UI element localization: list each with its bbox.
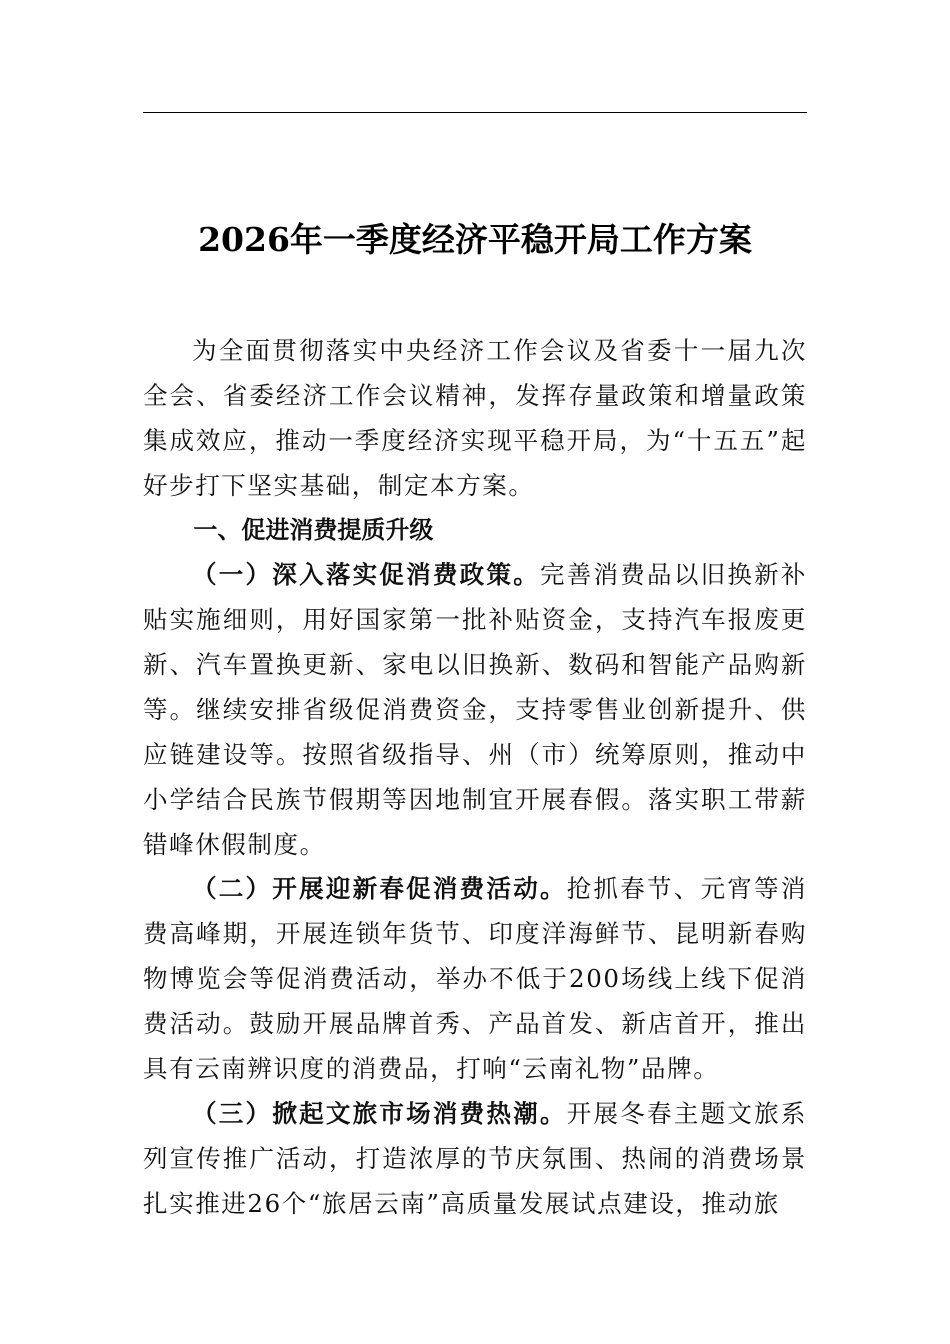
item-paragraph-2	[143, 866, 807, 1091]
item-lead-1: （一）深入落实促消费政策。	[192, 560, 540, 589]
item-text-2: 抢抓春节、元宵等消费高峰期，开展连锁年货节、印度洋海鲜节、昆明新春购物博览会等促消费活动，举办不低于200场线上线下促消费活动。鼓励开展品牌首秀、产品首发、新店首开，推出具有云南辨识度的消费品，打响“云南礼物”品牌。	[143, 874, 807, 1083]
header-rule	[143, 112, 807, 113]
section-heading: 一、促进消费提质升级	[193, 516, 434, 544]
item-lead-3: （三）掀起文旅市场消费热潮。	[192, 1099, 567, 1128]
item-lead-2: （二）开展迎新春促消费活动。	[192, 874, 567, 903]
intro-paragraph: 为全面贯彻落实中央经济工作会议及省委十一届九次全会、省委经济工作会议精神，发挥存量政策和增量政策集成效应，推动一季度经济实现平稳开局，为“十五五”起好步打下坚实基础，制定本方案。	[143, 336, 807, 500]
item-text-3: 开展冬春主题文旅系列宣传推广活动，打造浓厚的节庆氛围、热闹的消费场景扎实推进26个“旅居云南”高质量发展试点建设，推动旅	[143, 1099, 807, 1218]
document-title: 2026年一季度经济平稳开局工作方案	[198, 220, 752, 260]
item-paragraph-1	[143, 552, 807, 867]
item-text-1: 完善消费品以旧换新补贴实施细则，用好国家第一批补贴资金，支持汽车报废更新、汽车置换更新、家电以旧换新、数码和智能产品购新等。继续安排省级促消费资金，支持零售业创新提升、供应链建设等。按照省级指导、州（市）统筹原则，推动中小学结合民族节假期等因地制宜开展春假。落实职工带薪错峰休假制度。	[143, 560, 807, 859]
item-paragraph-3	[143, 1091, 807, 1226]
